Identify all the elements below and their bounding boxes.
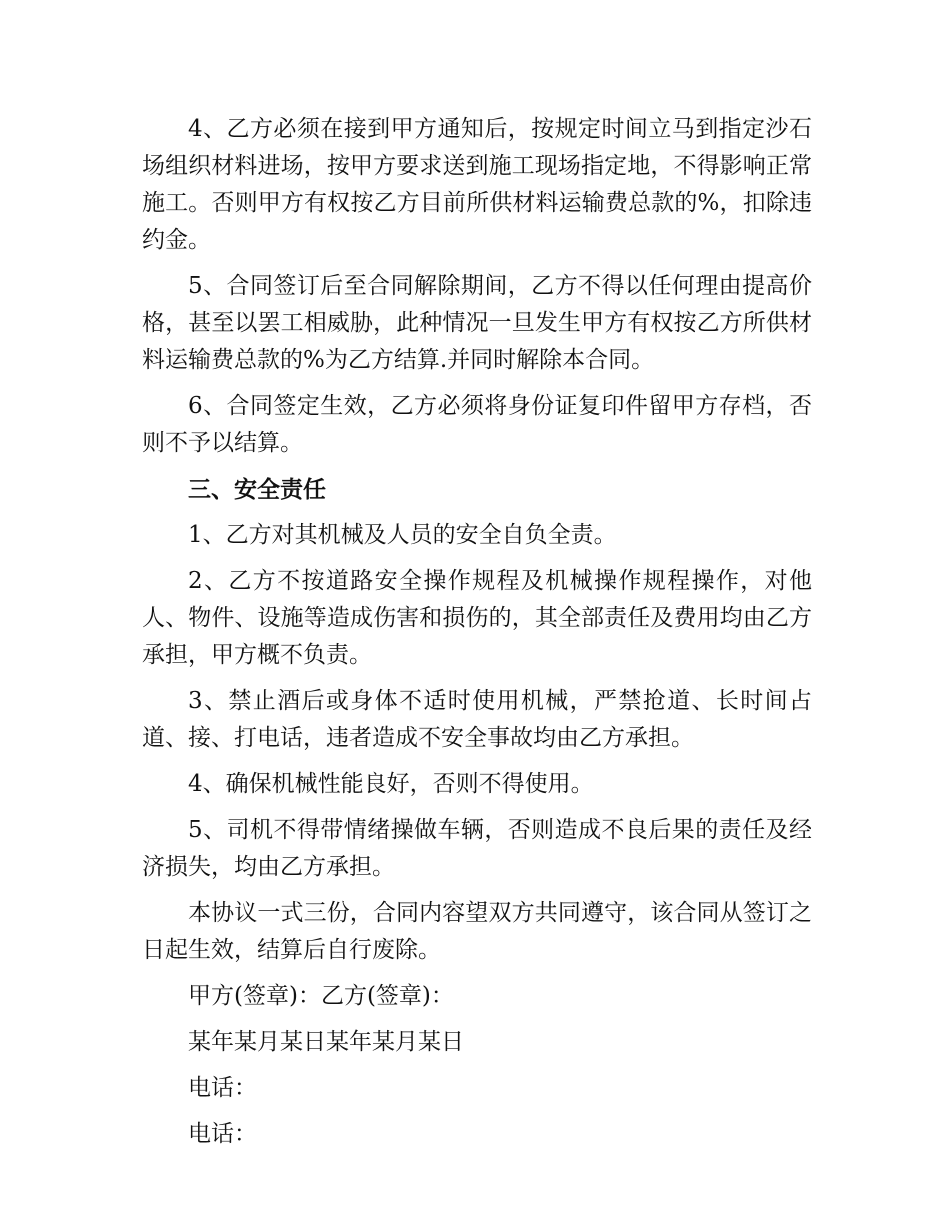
document-body <box>142 111 812 1162</box>
safety-item-3: 3、禁止酒后或身体不适时使用机械，严禁抢道、长时间占道、接、打电话，违者造成不安全事故均由乙方承担。 <box>142 688 812 751</box>
date-line: 某年某月某日某年某月某日 <box>188 1029 464 1055</box>
safety-item-1: 1、乙方对其机械及人员的安全自负全责。 <box>188 522 617 548</box>
closing-statement: 本协议一式三份，合同内容望双方共同遵守，该合同从签订之日起生效，结算后自行废除。 <box>142 900 812 963</box>
section-heading-safety: 三、安全责任 <box>188 476 326 503</box>
safety-item-5: 5、司机不得带情绪操做车辆，否则造成不良后果的责任及经济损失，均由乙方承担。 <box>142 817 812 880</box>
safety-item-4: 4、确保机械性能良好，否则不得使用。 <box>188 771 594 797</box>
safety-item-2: 2、乙方不按道路安全操作规程及机械操作规程操作，对他人、物件、设施等造成伤害和损伤的，其全部责任及费用均由乙方承担，甲方概不负责。 <box>142 568 812 668</box>
signature-line: 甲方(签章)：乙方(签章)： <box>188 983 454 1009</box>
phone-line-1: 电话： <box>188 1075 257 1101</box>
phone-line-2: 电话： <box>188 1121 257 1147</box>
clause-4-material-delivery: 4、乙方必须在接到甲方通知后，按规定时间立马到指定沙石场组织材料进场，按甲方要求送到施工现场指定地，不得影响正常施工。否则甲方有权按乙方目前所供材料运输费总款的%，扣除违约金。 <box>142 116 812 253</box>
clause-5-price-lock: 5、合同签订后至合同解除期间，乙方不得以任何理由提高价格，甚至以罢工相威胁，此种情况一旦发生甲方有权按乙方所供材料运输费总款的%为乙方结算.并同时解除本合同。 <box>142 273 812 373</box>
clause-6-id-copy: 6、合同签定生效，乙方必须将身份证复印件留甲方存档，否则不予以结算。 <box>142 393 812 456</box>
